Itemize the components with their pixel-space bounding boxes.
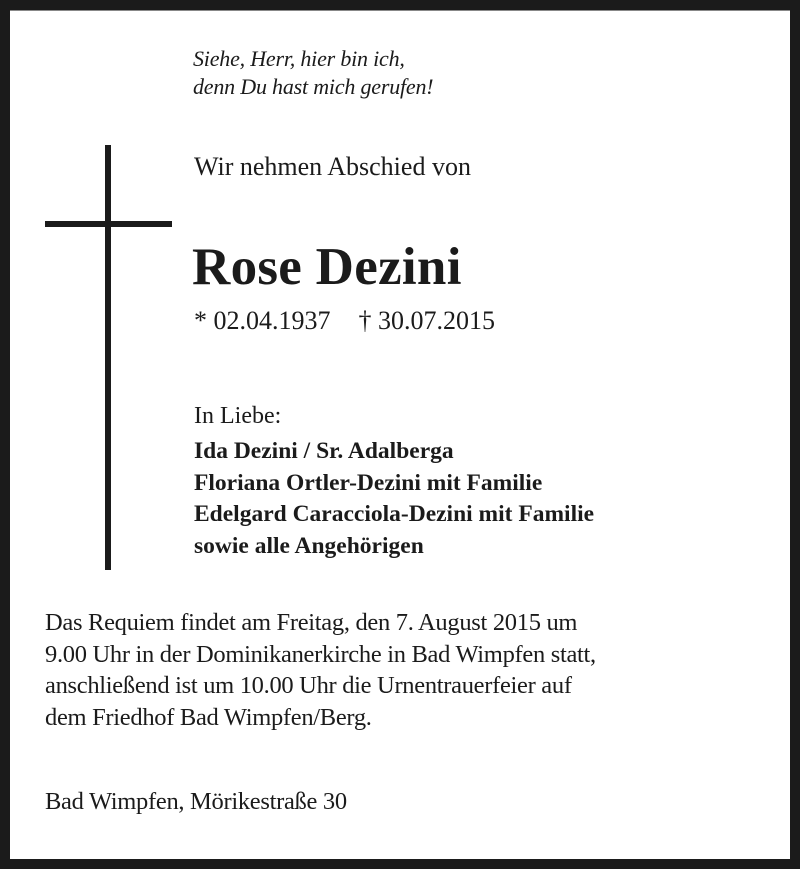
deceased-name: Rose Dezini bbox=[192, 238, 462, 296]
mourner: Floriana Ortler-Dezini mit Familie bbox=[194, 469, 543, 496]
birth-date: * 02.04.1937 bbox=[194, 306, 331, 335]
life-dates bbox=[194, 305, 495, 337]
cross-vertical-bar bbox=[105, 145, 111, 570]
death-date: † 30.07.2015 bbox=[358, 306, 495, 335]
service-line: 9.00 Uhr in der Dominikanerkirche in Bad Wimpfen statt, bbox=[45, 640, 596, 668]
service-line: dem Friedhof Bad Wimpfen/Berg. bbox=[45, 703, 372, 731]
mourner: Edelgard Caracciola-Dezini mit Familie bbox=[194, 501, 595, 527]
verse-line: denn Du hast mich gerufen! bbox=[193, 74, 434, 99]
mourners-list bbox=[194, 436, 594, 562]
service-line: anschließend ist um 10.00 Uhr die Urnentrauerfeier auf bbox=[45, 672, 572, 699]
in-love-label: In Liebe: bbox=[194, 403, 282, 429]
farewell-intro: Wir nehmen Abschied von bbox=[194, 152, 471, 181]
bible-verse bbox=[193, 45, 433, 101]
obituary-notice bbox=[10, 10, 790, 859]
service-line: Das Requiem findet am Freitag, den 7. August 2015 um bbox=[45, 609, 578, 636]
mourner: Ida Dezini / Sr. Adalberga bbox=[194, 438, 454, 464]
cross-horizontal-bar bbox=[45, 221, 172, 227]
service-info bbox=[45, 607, 596, 733]
mourner: sowie alle Angehörigen bbox=[194, 532, 424, 559]
verse-line: Siehe, Herr, hier bin ich, bbox=[193, 46, 405, 71]
mourning-address: Bad Wimpfen, Mörikestraße 30 bbox=[45, 788, 347, 815]
